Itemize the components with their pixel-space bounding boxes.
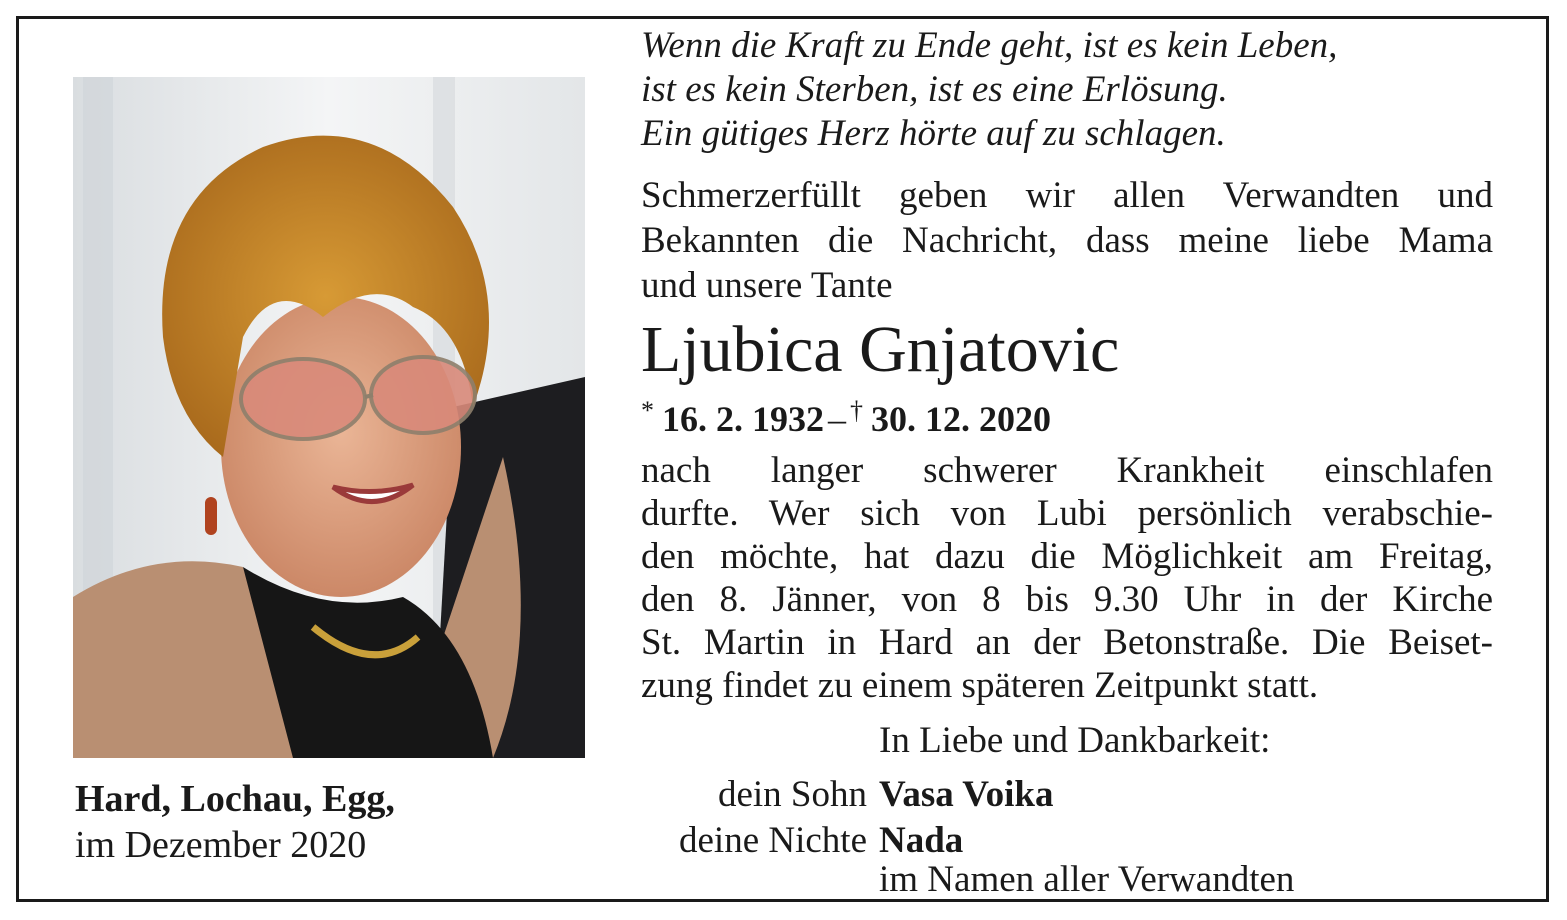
body-line: den 8. Jänner, von 8 bis 9.30 Uhr in der Kirche bbox=[641, 579, 1493, 620]
intro-line: Bekannten die Nachricht, dass meine liebe Mama bbox=[641, 220, 1493, 261]
birth-date: 16. 2. 1932 bbox=[662, 399, 824, 439]
body-line: den möchte, hat dazu die Möglichkeit am Freitag, bbox=[641, 536, 1493, 577]
intro-line: und unsere Tante bbox=[641, 265, 893, 306]
verse-line: Wenn die Kraft zu Ende geht, ist es kein Leben, bbox=[641, 25, 1338, 66]
signatory-relation: dein Sohn bbox=[717, 774, 867, 815]
announcement-intro bbox=[641, 173, 1493, 308]
body-line: durfte. Wer sich von Lubi persönlich verabschie- bbox=[641, 493, 1493, 534]
intro-line: Schmerzerfüllt geben wir allen Verwandten und bbox=[641, 175, 1493, 216]
deceased-name: Ljubica Gnjatovic bbox=[641, 313, 1120, 386]
death-symbol: † bbox=[850, 396, 863, 425]
portrait-photo bbox=[73, 77, 585, 758]
announcement-body bbox=[641, 449, 1493, 707]
signatory-relations bbox=[679, 772, 867, 864]
body-line: St. Martin in Hard an der Betonstraße. Die Beiset- bbox=[641, 622, 1493, 663]
body-line: zung findet zu einem späteren Zeitpunkt statt. bbox=[641, 665, 1319, 706]
signatory-name: Nada bbox=[879, 820, 964, 861]
body-line: nach langer schwerer Krankheit einschlafen bbox=[641, 450, 1493, 491]
verse-line: ist es kein Sterben, ist es eine Erlösung. bbox=[641, 69, 1228, 110]
memorial-verse bbox=[641, 24, 1337, 156]
date-dash: – bbox=[828, 399, 846, 439]
signatory-relation: deine Nichte bbox=[679, 820, 867, 861]
on-behalf-line: im Namen aller Verwandten bbox=[879, 859, 1295, 900]
portrait-illustration bbox=[73, 77, 585, 758]
birth-symbol: * bbox=[641, 396, 654, 425]
location-date: im Dezember 2020 bbox=[75, 824, 367, 866]
signatory-name: Vasa Voika bbox=[879, 774, 1054, 815]
closing-phrase: In Liebe und Dankbarkeit: bbox=[879, 720, 1271, 761]
location-places: Hard, Lochau, Egg, bbox=[75, 778, 395, 820]
verse-line: Ein gütiges Herz hörte auf zu schlagen. bbox=[641, 113, 1226, 154]
signatory-names bbox=[879, 772, 1054, 864]
death-date: 30. 12. 2020 bbox=[871, 399, 1051, 439]
life-dates bbox=[641, 388, 1051, 442]
